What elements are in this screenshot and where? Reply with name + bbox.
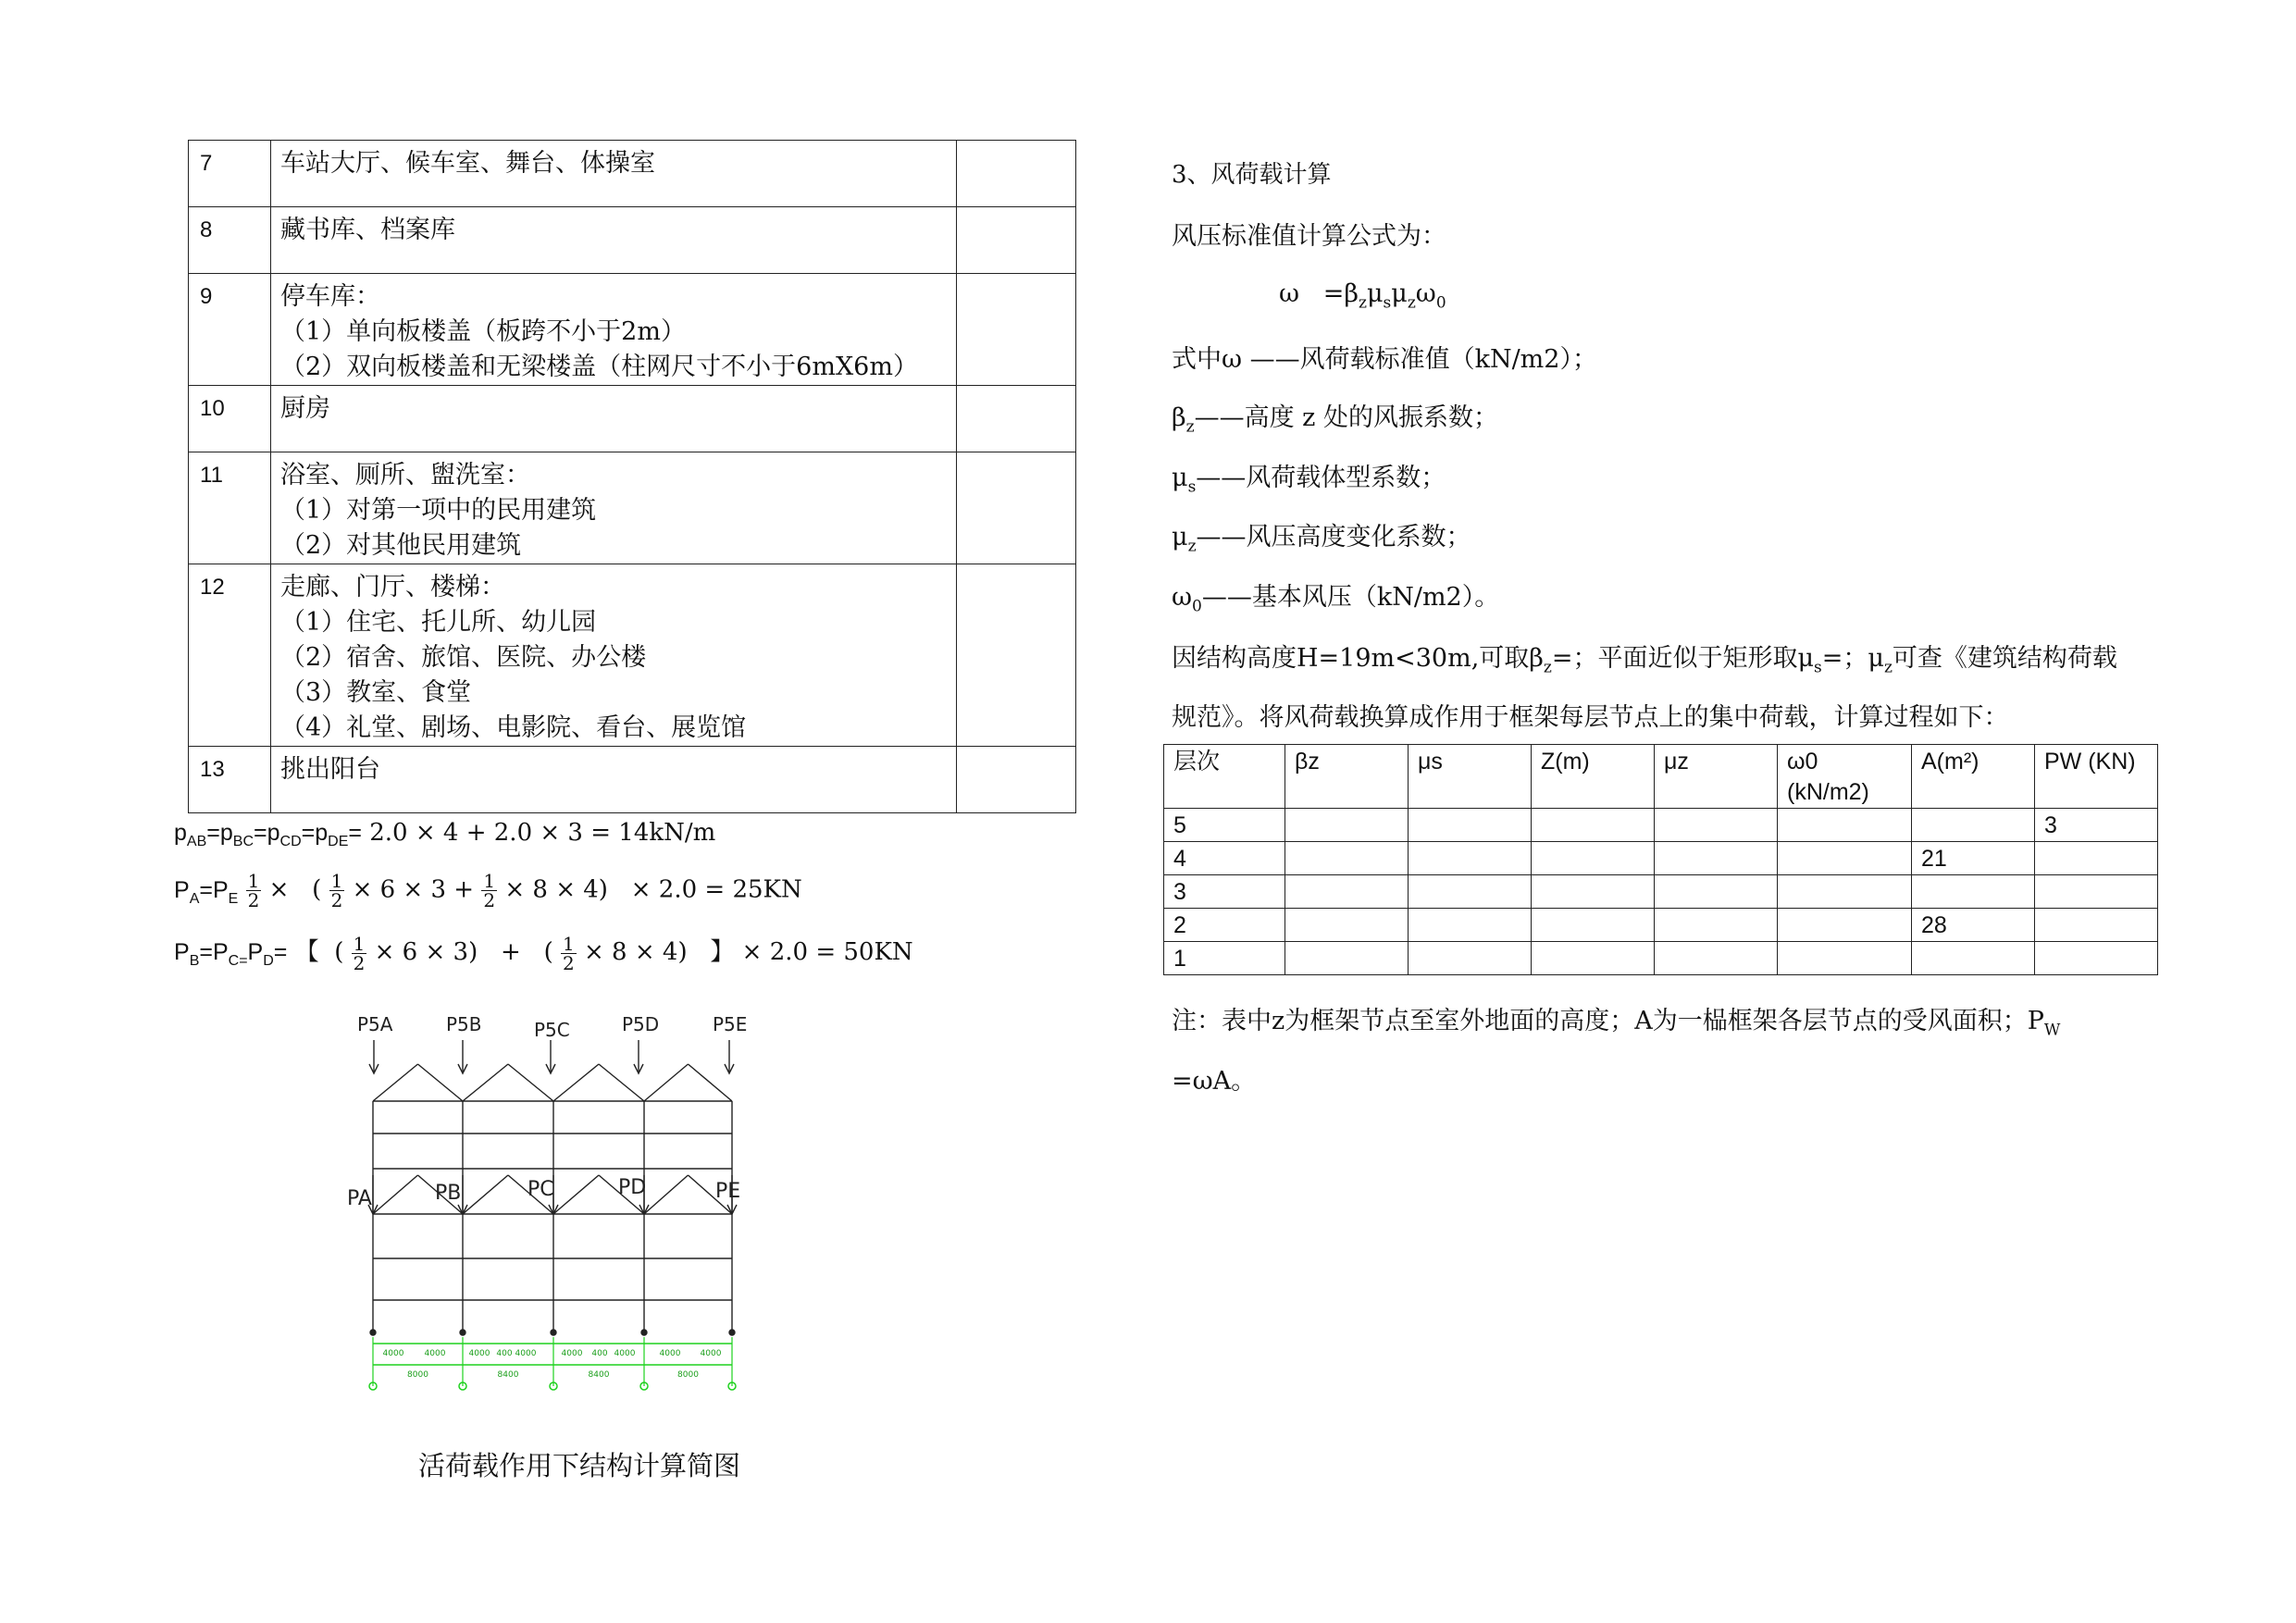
load-row-value <box>957 747 1076 813</box>
load-row-line: （2）双向板楼盖和无梁楼盖（柱网尺寸不小于6mX6m） <box>280 353 918 381</box>
wind-table-cell <box>1285 842 1409 875</box>
mid-load-label: PE <box>715 1180 741 1203</box>
load-row-line: （1）单向板楼盖（板跨不小于2m） <box>280 317 686 346</box>
wind-table-header: ω0 (kN/m2) <box>1778 745 1912 809</box>
dimension-text: 8400 <box>588 1370 610 1380</box>
load-triangle-edge <box>644 1064 689 1101</box>
load-row-value <box>957 386 1076 452</box>
wind-table-cell: 4 <box>1164 842 1285 875</box>
load-row-description <box>271 141 957 207</box>
load-triangle-edge <box>373 1175 418 1214</box>
live-load-table <box>188 140 1076 813</box>
wind-table-cell <box>1778 909 1912 942</box>
load-row-line: （2）宿舍、旅馆、医院、办公楼 <box>280 643 647 672</box>
wind-def-mus: $\mu_s——$风荷载体型系数； <box>1172 464 1446 497</box>
wind-table-cell <box>1655 842 1778 875</box>
wind-table-cell <box>1409 809 1532 842</box>
wind-table-header: Z(m) <box>1532 745 1655 809</box>
formula-p-line: $p_{AB}=p_{BC}=p_{CD}=p_{DE}= 2.0 \times 4 + 2.0 \times 3 = 14kN/m$ <box>174 819 716 849</box>
load-table-row <box>189 452 1076 564</box>
wind-table-cell <box>1409 942 1532 975</box>
wind-table-cell <box>2035 842 2158 875</box>
wind-def-muz: $\mu_z——$风压高度变化系数； <box>1172 523 1471 556</box>
load-triangle-edge <box>373 1064 418 1101</box>
wind-table-cell <box>2035 909 2158 942</box>
dimension-text: 4000 <box>424 1349 446 1358</box>
wind-para-1a: 因结构高度H=19m<30m,可取β <box>1172 644 1544 673</box>
load-table-row <box>189 141 1076 207</box>
wind-table-cell <box>1778 842 1912 875</box>
wind-table-cell <box>1912 875 2035 909</box>
wind-load-table <box>1163 744 2158 975</box>
wind-intro: 风压标准值计算公式为： <box>1172 222 1446 251</box>
wind-table-header: μz <box>1655 745 1778 809</box>
load-triangle-edge <box>689 1064 733 1101</box>
load-row-line: 走廊、门厅、楼梯： <box>280 573 505 601</box>
load-row-line: （3）教室、食堂 <box>280 678 472 707</box>
wind-table-cell <box>1409 909 1532 942</box>
wind-table-cell <box>1285 909 1409 942</box>
load-row-line: （2）对其他民用建筑 <box>280 531 522 560</box>
dimension-text: 8000 <box>677 1370 699 1380</box>
mid-load-label: PA <box>347 1187 372 1210</box>
wind-table-header: A(m²) <box>1912 745 2035 809</box>
wind-table-cell <box>1655 809 1778 842</box>
wind-table-cell: 5 <box>1164 809 1285 842</box>
load-row-line: （4）礼堂、剧场、电影院、看台、展览馆 <box>280 713 747 742</box>
load-row-number: 9 <box>189 274 271 386</box>
wind-table-cell <box>1409 842 1532 875</box>
load-row-description <box>271 207 957 274</box>
wind-table-header: βz <box>1285 745 1409 809</box>
load-row-value <box>957 141 1076 207</box>
frame-diagram <box>333 1009 768 1406</box>
load-row-description <box>271 452 957 564</box>
wind-table-header-row <box>1164 745 2158 809</box>
dimension-text: 4000 <box>614 1349 636 1358</box>
wind-table-cell <box>1409 875 1532 909</box>
support-node <box>551 1330 556 1335</box>
wind-table-header: PW (KN) <box>2035 745 2158 809</box>
dimension-text: 4000 <box>382 1349 404 1358</box>
wind-table-header: μs <box>1409 745 1532 809</box>
wind-table-cell: 1 <box>1164 942 1285 975</box>
support-node <box>370 1330 376 1335</box>
mid-load-label: PB <box>435 1182 462 1205</box>
wind-table-row <box>1164 875 2158 909</box>
support-node <box>460 1330 465 1335</box>
load-row-number: 13 <box>189 747 271 813</box>
wind-table-cell: 2 <box>1164 909 1285 942</box>
dimension-text: 4000 <box>515 1349 537 1358</box>
wind-table-cell <box>1912 942 2035 975</box>
load-row-line: 挑出阳台 <box>280 755 380 784</box>
load-row-description <box>271 747 957 813</box>
top-load-label: P5A <box>357 1013 393 1035</box>
support-node <box>641 1330 647 1335</box>
wind-para-1b: =；平面近似于矩形取μ <box>1551 644 1815 673</box>
load-row-line: （1）住宅、托儿所、幼儿园 <box>280 608 597 637</box>
load-table-row <box>189 747 1076 813</box>
wind-table-cell <box>1285 809 1409 842</box>
wind-def-omega: 式中ω ——风荷载标准值（kN/m2）； <box>1172 345 1597 374</box>
top-load-label: P5C <box>534 1019 570 1041</box>
wind-table-cell <box>1655 909 1778 942</box>
support-node <box>729 1330 735 1335</box>
wind-table-row <box>1164 942 2158 975</box>
wind-def-muz-text: ——风压高度变化系数； <box>1196 523 1471 551</box>
load-row-description <box>271 274 957 386</box>
top-load-label: P5B <box>446 1013 482 1035</box>
load-row-number: 7 <box>189 141 271 207</box>
dimension-text: 8400 <box>497 1370 519 1380</box>
wind-note-1: 注：表中z为框架节点至室外地面的高度；A为一榀框架各层节点的受风面积；P <box>1172 1007 2044 1035</box>
load-table-row <box>189 386 1076 452</box>
wind-def-beta: $\beta_z——$高度 z 处的风振系数； <box>1172 403 1498 437</box>
wind-heading: 3、风荷载计算 <box>1172 161 1332 189</box>
wind-table-row <box>1164 909 2158 942</box>
dimension-text: 400 <box>496 1349 513 1358</box>
load-triangle-edge <box>553 1175 599 1214</box>
wind-table-cell <box>1655 942 1778 975</box>
load-triangle-edge <box>508 1064 553 1101</box>
dimension-text: 4000 <box>561 1349 583 1358</box>
load-row-value <box>957 274 1076 386</box>
wind-table-cell <box>1285 942 1409 975</box>
formula-p-value: 2.0 × 4 + 2.0 × 3 = 14kN/m <box>369 819 716 847</box>
load-row-line: 厨房 <box>280 394 330 423</box>
wind-table-row <box>1164 809 2158 842</box>
wind-note-line1: 注：表中z为框架节点至室外地面的高度；A为一榀框架各层节点的受风面积；$P_W$ <box>1172 1007 2061 1040</box>
load-row-value <box>957 564 1076 747</box>
load-triangle-edge <box>463 1064 508 1101</box>
wind-formula: $\omega =\beta_z\mu_s\mu_z\omega_0$ <box>1279 279 1446 313</box>
wind-note-line2: =ωA。 <box>1172 1067 1257 1096</box>
load-row-line: 藏书库、档案库 <box>280 216 455 244</box>
wind-para-line2: 规范》。将风荷载换算成作用于框架每层节点上的集中荷载，计算过程如下： <box>1172 703 2009 732</box>
wind-table-header: 层次 <box>1164 745 1285 809</box>
wind-def-beta-text: ——高度 z 处的风振系数； <box>1194 403 1498 432</box>
mid-load-label: PC <box>527 1178 554 1201</box>
wind-table-cell <box>1778 942 1912 975</box>
dimension-text: 8000 <box>407 1370 428 1380</box>
diagram-caption: 活荷载作用下结构计算简图 <box>418 1450 741 1481</box>
load-row-line: 停车库： <box>280 282 380 311</box>
formula-pa-value: × 2.0 = 25KN <box>630 875 802 904</box>
formula-pb-value: 】 × 2.0 = 50KN <box>710 938 913 966</box>
load-triangle-edge <box>644 1175 689 1214</box>
wind-table-cell: 28 <box>1912 909 2035 942</box>
load-triangle-edge <box>418 1064 464 1101</box>
wind-table-row <box>1164 842 2158 875</box>
wind-table-cell <box>2035 942 2158 975</box>
dimension-text: 4000 <box>468 1349 490 1358</box>
top-load-label: P5E <box>713 1013 748 1035</box>
load-table-row <box>189 564 1076 747</box>
wind-table-cell <box>1912 809 2035 842</box>
formula-pb-line: $P_B=P_{C=}P_D=$ 【 ( 1 2 × 6 × 3) + ( 1 2 × 8 × 4) 】 × 2.0 = 50KN <box>174 932 913 974</box>
load-row-description <box>271 564 957 747</box>
load-row-line: 车站大厅、候车室、舞台、体操室 <box>280 149 655 178</box>
wind-table-cell <box>1532 809 1655 842</box>
load-row-number: 8 <box>189 207 271 274</box>
wind-table-cell: 21 <box>1912 842 2035 875</box>
dimension-text: 4000 <box>700 1349 722 1358</box>
load-row-number: 10 <box>189 386 271 452</box>
wind-para-1c: =；μ <box>1821 644 1884 673</box>
load-row-value <box>957 452 1076 564</box>
load-triangle-edge <box>553 1064 599 1101</box>
load-row-number: 12 <box>189 564 271 747</box>
wind-table-cell <box>1532 909 1655 942</box>
wind-table-cell <box>1778 875 1912 909</box>
wind-table-cell <box>1285 875 1409 909</box>
mid-load-label: PD <box>618 1176 647 1199</box>
top-load-label: P5D <box>622 1013 660 1035</box>
dimension-text: 400 <box>591 1349 608 1358</box>
wind-table-cell <box>1655 875 1778 909</box>
wind-table-cell <box>1778 809 1912 842</box>
wind-def-mus-text: ——风荷载体型系数； <box>1196 464 1446 492</box>
load-row-number: 11 <box>189 452 271 564</box>
wind-table-cell <box>1532 875 1655 909</box>
load-table-row <box>189 207 1076 274</box>
load-row-line: 浴室、厕所、盥洗室： <box>280 461 530 489</box>
dimension-text: 4000 <box>659 1349 681 1358</box>
load-row-description <box>271 386 957 452</box>
load-row-value <box>957 207 1076 274</box>
formula-pa-line: $P_A=P_E$ 1 2 × ( 1 2 × 6 × 3 + 1 2 × 8 × 4) × 2.0 = 25KN <box>174 870 802 911</box>
wind-para-1d: 可查《建筑结构荷载 <box>1892 644 2117 673</box>
wind-para-line1: 因结构高度H=19m<30m,可取$\beta_z=$；平面近似于矩形取$\mu_s=$；$\mu_z$可查《建筑结构荷载 <box>1172 644 2117 677</box>
wind-table-cell <box>2035 875 2158 909</box>
wind-table-cell: 3 <box>1164 875 1285 909</box>
load-table-row <box>189 274 1076 386</box>
wind-table-cell <box>1532 942 1655 975</box>
wind-table-cell <box>1532 842 1655 875</box>
load-triangle-edge <box>463 1175 508 1214</box>
load-row-line: （1）对第一项中的民用建筑 <box>280 496 597 525</box>
wind-def-omega0: $\omega_0——$基本风压（kN/m2）。 <box>1172 583 1500 616</box>
wind-def-omega0-text: ——基本风压（kN/m2）。 <box>1201 583 1500 612</box>
wind-table-cell: 3 <box>2035 809 2158 842</box>
